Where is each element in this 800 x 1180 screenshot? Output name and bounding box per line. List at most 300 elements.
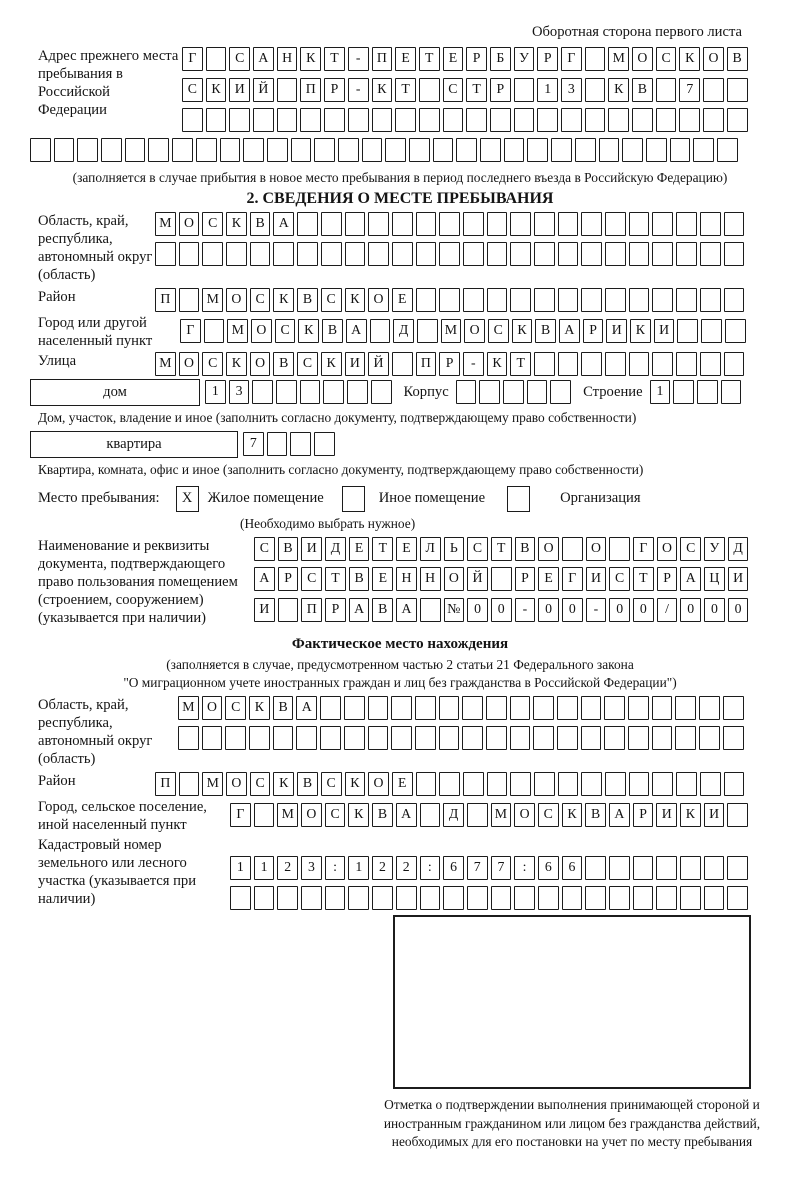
- char-cell: [652, 772, 673, 796]
- char-cell: [534, 288, 555, 312]
- char-cell: [724, 242, 745, 266]
- char-cell: К: [562, 803, 583, 827]
- char-cell: [670, 138, 691, 162]
- char-cell: 6: [443, 856, 464, 880]
- char-cell: [392, 242, 413, 266]
- char-cell: [534, 772, 555, 796]
- char-cell: [490, 108, 511, 132]
- char-cell: О: [226, 772, 247, 796]
- char-cell: [324, 108, 345, 132]
- char-cell: А: [396, 803, 417, 827]
- char-cell: [717, 138, 738, 162]
- char-cell: [700, 772, 721, 796]
- char-cell: [348, 886, 369, 910]
- char-cell: 7: [243, 432, 264, 456]
- char-cell: [301, 886, 322, 910]
- char-cell: И: [728, 567, 749, 591]
- char-cell: О: [301, 803, 322, 827]
- char-cell: О: [226, 288, 247, 312]
- actual-city-row: [230, 803, 751, 827]
- region-label: Область, край, республика, автономный округ (область): [38, 212, 153, 283]
- street-label: Улица: [38, 352, 77, 369]
- char-cell: [527, 380, 548, 404]
- char-cell: [300, 108, 321, 132]
- actual-district-row: [155, 772, 747, 796]
- char-cell: И: [654, 319, 675, 343]
- char-cell: [676, 242, 697, 266]
- char-cell: [487, 288, 508, 312]
- char-cell: [680, 856, 701, 880]
- char-cell: [604, 726, 625, 750]
- char-cell: Н: [277, 47, 298, 71]
- char-cell: [443, 886, 464, 910]
- apartment-note: Квартира, комната, офис и иное (заполнить согласно документу, подтверждающему право собственности): [38, 461, 644, 477]
- char-cell: [206, 108, 227, 132]
- char-cell: П: [416, 352, 437, 376]
- house-number-row: [205, 380, 395, 404]
- char-cell: [676, 212, 697, 236]
- char-cell: -: [463, 352, 484, 376]
- char-cell: [456, 380, 477, 404]
- char-cell: К: [249, 696, 270, 720]
- char-cell: С: [609, 567, 630, 591]
- char-cell: К: [345, 772, 366, 796]
- char-cell: С: [467, 537, 488, 561]
- char-cell: [277, 108, 298, 132]
- char-cell: [220, 138, 241, 162]
- stay-type-label: Место пребывания:: [38, 490, 160, 506]
- char-cell: [456, 138, 477, 162]
- char-cell: [679, 108, 700, 132]
- char-cell: П: [155, 288, 176, 312]
- char-cell: О: [538, 537, 559, 561]
- actual-region-row-2: [178, 726, 747, 750]
- char-cell: Б: [490, 47, 511, 71]
- char-cell: [439, 212, 460, 236]
- char-cell: [300, 380, 321, 404]
- document-row-2: [254, 567, 751, 591]
- char-cell: [320, 726, 341, 750]
- char-cell: [727, 856, 748, 880]
- char-cell: 1: [537, 78, 558, 102]
- char-cell: Т: [395, 78, 416, 102]
- char-cell: [409, 138, 430, 162]
- char-cell: [391, 696, 412, 720]
- char-cell: [443, 108, 464, 132]
- char-cell: О: [179, 352, 200, 376]
- char-cell: С: [202, 212, 223, 236]
- char-cell: [314, 432, 335, 456]
- char-cell: [416, 242, 437, 266]
- char-cell: [534, 242, 555, 266]
- char-cell: М: [491, 803, 512, 827]
- char-cell: [527, 138, 548, 162]
- char-cell: [480, 138, 501, 162]
- char-cell: [254, 886, 275, 910]
- char-cell: [77, 138, 98, 162]
- actual-district-label: Район: [38, 772, 76, 789]
- char-cell: [226, 242, 247, 266]
- street-field: [38, 352, 800, 376]
- char-cell: [581, 726, 602, 750]
- char-cell: И: [704, 803, 725, 827]
- char-cell: В: [515, 537, 536, 561]
- char-cell: [605, 212, 626, 236]
- char-cell: Е: [396, 537, 417, 561]
- char-cell: 0: [704, 598, 725, 622]
- char-cell: [486, 726, 507, 750]
- char-cell: 7: [491, 856, 512, 880]
- char-cell: Р: [466, 47, 487, 71]
- char-cell: [225, 726, 246, 750]
- char-cell: [721, 380, 742, 404]
- char-cell: [677, 319, 698, 343]
- char-cell: [629, 242, 650, 266]
- actual-district-field: [38, 772, 800, 796]
- char-cell: [229, 108, 250, 132]
- char-cell: [585, 108, 606, 132]
- char-cell: 1: [650, 380, 671, 404]
- char-cell: [585, 886, 606, 910]
- char-cell: [297, 242, 318, 266]
- char-cell: [723, 726, 744, 750]
- char-cell: А: [346, 319, 367, 343]
- char-cell: [487, 212, 508, 236]
- char-cell: К: [273, 288, 294, 312]
- document-row-1: [254, 537, 751, 561]
- char-cell: [290, 432, 311, 456]
- char-cell: В: [632, 78, 653, 102]
- char-cell: [629, 212, 650, 236]
- char-cell: Ь: [444, 537, 465, 561]
- char-cell: К: [487, 352, 508, 376]
- actual-region-grid: [178, 696, 747, 751]
- char-cell: 0: [633, 598, 654, 622]
- char-cell: В: [727, 47, 748, 71]
- char-cell: С: [254, 537, 275, 561]
- city-label: Город или другой населенный пункт: [38, 314, 153, 349]
- char-cell: [510, 696, 531, 720]
- city-row: [180, 319, 749, 343]
- char-cell: 7: [679, 78, 700, 102]
- char-cell: Й: [368, 352, 389, 376]
- char-cell: [604, 696, 625, 720]
- char-cell: И: [345, 352, 366, 376]
- char-cell: [486, 696, 507, 720]
- char-cell: Г: [230, 803, 251, 827]
- char-cell: О: [464, 319, 485, 343]
- char-cell: [368, 696, 389, 720]
- char-cell: [419, 78, 440, 102]
- stay-option-2-checkbox: [342, 486, 365, 512]
- char-cell: [533, 696, 554, 720]
- char-cell: [467, 886, 488, 910]
- char-cell: А: [396, 598, 417, 622]
- char-cell: 1: [254, 856, 275, 880]
- char-cell: [338, 138, 359, 162]
- char-cell: [416, 288, 437, 312]
- char-cell: Т: [510, 352, 531, 376]
- char-cell: О: [368, 772, 389, 796]
- prev-address-row-3: [182, 108, 751, 132]
- char-cell: [605, 772, 626, 796]
- char-cell: А: [254, 567, 275, 591]
- char-cell: [347, 380, 368, 404]
- char-cell: -: [515, 598, 536, 622]
- char-cell: [628, 726, 649, 750]
- char-cell: [558, 352, 579, 376]
- char-cell: [514, 886, 535, 910]
- char-cell: [514, 78, 535, 102]
- char-cell: В: [349, 567, 370, 591]
- district-row: [155, 288, 747, 312]
- char-cell: [646, 138, 667, 162]
- prev-address-overflow-row: [30, 138, 800, 162]
- char-cell: П: [300, 78, 321, 102]
- char-cell: Т: [633, 567, 654, 591]
- char-cell: [609, 856, 630, 880]
- char-cell: [348, 108, 369, 132]
- char-cell: [253, 108, 274, 132]
- char-cell: [204, 319, 225, 343]
- char-cell: -: [586, 598, 607, 622]
- char-cell: [273, 726, 294, 750]
- char-cell: [230, 886, 251, 910]
- char-cell: О: [250, 352, 271, 376]
- char-cell: А: [680, 567, 701, 591]
- char-cell: С: [321, 288, 342, 312]
- char-cell: [206, 47, 227, 71]
- char-cell: [179, 772, 200, 796]
- char-cell: 3: [229, 380, 250, 404]
- char-cell: А: [253, 47, 274, 71]
- char-cell: [30, 138, 51, 162]
- char-cell: [415, 726, 436, 750]
- char-cell: К: [512, 319, 533, 343]
- char-cell: [462, 726, 483, 750]
- cadastral-grid: [230, 836, 751, 911]
- char-cell: [345, 212, 366, 236]
- char-cell: [534, 212, 555, 236]
- char-cell: Р: [325, 598, 346, 622]
- char-cell: [196, 138, 217, 162]
- char-cell: [585, 78, 606, 102]
- char-cell: Р: [278, 567, 299, 591]
- char-cell: [510, 242, 531, 266]
- char-cell: [125, 138, 146, 162]
- char-cell: 0: [728, 598, 749, 622]
- char-cell: [551, 138, 572, 162]
- char-cell: Р: [324, 78, 345, 102]
- char-cell: [249, 726, 270, 750]
- char-cell: О: [657, 537, 678, 561]
- char-cell: [296, 726, 317, 750]
- apartment-number-row: [243, 432, 338, 456]
- char-cell: [439, 288, 460, 312]
- actual-region-row-1: [178, 696, 747, 720]
- char-cell: [420, 598, 441, 622]
- char-cell: [700, 288, 721, 312]
- char-cell: П: [301, 598, 322, 622]
- char-cell: [320, 696, 341, 720]
- char-cell: [254, 803, 275, 827]
- char-cell: [699, 726, 720, 750]
- char-cell: В: [278, 537, 299, 561]
- char-cell: [652, 242, 673, 266]
- actual-city-grid: [230, 798, 751, 827]
- char-cell: И: [254, 598, 275, 622]
- char-cell: В: [297, 772, 318, 796]
- char-cell: [182, 108, 203, 132]
- stay-option-1-label: Жилое помещение: [207, 490, 324, 506]
- stay-option-2-label: Иное помещение: [378, 490, 486, 506]
- stay-type-row: [38, 485, 800, 513]
- region-row-2: [155, 242, 747, 266]
- char-cell: [291, 138, 312, 162]
- char-cell: [725, 319, 746, 343]
- city-grid: [180, 314, 749, 343]
- char-cell: И: [656, 803, 677, 827]
- char-cell: [466, 108, 487, 132]
- char-cell: Г: [562, 567, 583, 591]
- char-cell: В: [250, 212, 271, 236]
- char-cell: [609, 886, 630, 910]
- char-cell: И: [606, 319, 627, 343]
- char-cell: [416, 212, 437, 236]
- char-cell: Р: [490, 78, 511, 102]
- char-cell: [420, 803, 441, 827]
- char-cell: [392, 212, 413, 236]
- char-cell: [537, 108, 558, 132]
- char-cell: Т: [372, 537, 393, 561]
- char-cell: Р: [439, 352, 460, 376]
- char-cell: [699, 696, 720, 720]
- char-cell: Т: [419, 47, 440, 71]
- prev-address-field: [38, 47, 800, 132]
- street-row: [155, 352, 747, 376]
- char-cell: [463, 212, 484, 236]
- house-type-box: дом: [30, 379, 200, 406]
- actual-region-field: [38, 696, 800, 768]
- char-cell: [558, 772, 579, 796]
- char-cell: [704, 856, 725, 880]
- char-cell: [172, 138, 193, 162]
- char-cell: [581, 242, 602, 266]
- char-cell: [178, 726, 199, 750]
- char-cell: [510, 288, 531, 312]
- char-cell: [656, 886, 677, 910]
- char-cell: С: [680, 537, 701, 561]
- char-cell: А: [349, 598, 370, 622]
- char-cell: :: [420, 856, 441, 880]
- char-cell: [700, 352, 721, 376]
- actual-location-note-1: (заполняется в случае, предусмотренном частью 2 статьи 21 Федерального закона: [166, 656, 634, 672]
- char-cell: [562, 537, 583, 561]
- char-cell: [463, 288, 484, 312]
- char-cell: Г: [182, 47, 203, 71]
- prev-address-note: (заполняется в случае прибытия в новое место пребывания в период последнего въезда в Российскую Федерацию): [72, 169, 728, 185]
- char-cell: [629, 772, 650, 796]
- char-cell: Р: [515, 567, 536, 591]
- char-cell: [439, 772, 460, 796]
- char-cell: [724, 288, 745, 312]
- char-cell: У: [704, 537, 725, 561]
- char-cell: Е: [372, 567, 393, 591]
- actual-location-note-2: "О миграционном учете иностранных граждан и лиц без гражданства в Российской Федерации"): [123, 674, 677, 690]
- region-grid: [155, 212, 747, 267]
- char-cell: Н: [420, 567, 441, 591]
- char-cell: [629, 352, 650, 376]
- char-cell: [503, 380, 524, 404]
- char-cell: [250, 242, 271, 266]
- actual-location-title: Фактическое место нахождения: [291, 635, 509, 652]
- region-row-1: [155, 212, 747, 236]
- char-cell: [439, 696, 460, 720]
- char-cell: О: [202, 696, 223, 720]
- char-cell: [321, 242, 342, 266]
- char-cell: [700, 242, 721, 266]
- stay-type-note: (Необходимо выбрать нужное): [240, 515, 416, 531]
- korpus-label: Корпус: [403, 383, 449, 400]
- char-cell: [416, 772, 437, 796]
- char-cell: В: [273, 352, 294, 376]
- char-cell: [297, 212, 318, 236]
- char-cell: [385, 138, 406, 162]
- char-cell: С: [488, 319, 509, 343]
- char-cell: [629, 288, 650, 312]
- char-cell: М: [608, 47, 629, 71]
- char-cell: -: [348, 47, 369, 71]
- char-cell: [462, 696, 483, 720]
- char-cell: [467, 803, 488, 827]
- char-cell: [724, 212, 745, 236]
- char-cell: [371, 380, 392, 404]
- char-cell: Т: [466, 78, 487, 102]
- char-cell: О: [368, 288, 389, 312]
- char-cell: [179, 242, 200, 266]
- char-cell: [605, 288, 626, 312]
- char-cell: [487, 242, 508, 266]
- char-cell: [693, 138, 714, 162]
- char-cell: [561, 108, 582, 132]
- char-cell: [368, 242, 389, 266]
- char-cell: [392, 352, 413, 376]
- char-cell: [439, 242, 460, 266]
- stay-option-3-checkbox: [507, 486, 530, 512]
- char-cell: [727, 886, 748, 910]
- char-cell: [534, 352, 555, 376]
- char-cell: К: [348, 803, 369, 827]
- char-cell: М: [155, 352, 176, 376]
- section2-title: 2. СВЕДЕНИЯ О МЕСТЕ ПРЕБЫВАНИЯ: [246, 189, 554, 207]
- char-cell: [703, 78, 724, 102]
- char-cell: С: [250, 288, 271, 312]
- char-cell: Е: [349, 537, 370, 561]
- char-cell: [276, 380, 297, 404]
- char-cell: :: [325, 856, 346, 880]
- char-cell: [368, 212, 389, 236]
- char-cell: [723, 696, 744, 720]
- char-cell: М: [227, 319, 248, 343]
- char-cell: К: [608, 78, 629, 102]
- char-cell: [419, 108, 440, 132]
- char-cell: [697, 380, 718, 404]
- char-cell: В: [273, 696, 294, 720]
- char-cell: Н: [396, 567, 417, 591]
- char-cell: [581, 352, 602, 376]
- char-cell: [608, 108, 629, 132]
- district-label: Район: [38, 288, 76, 305]
